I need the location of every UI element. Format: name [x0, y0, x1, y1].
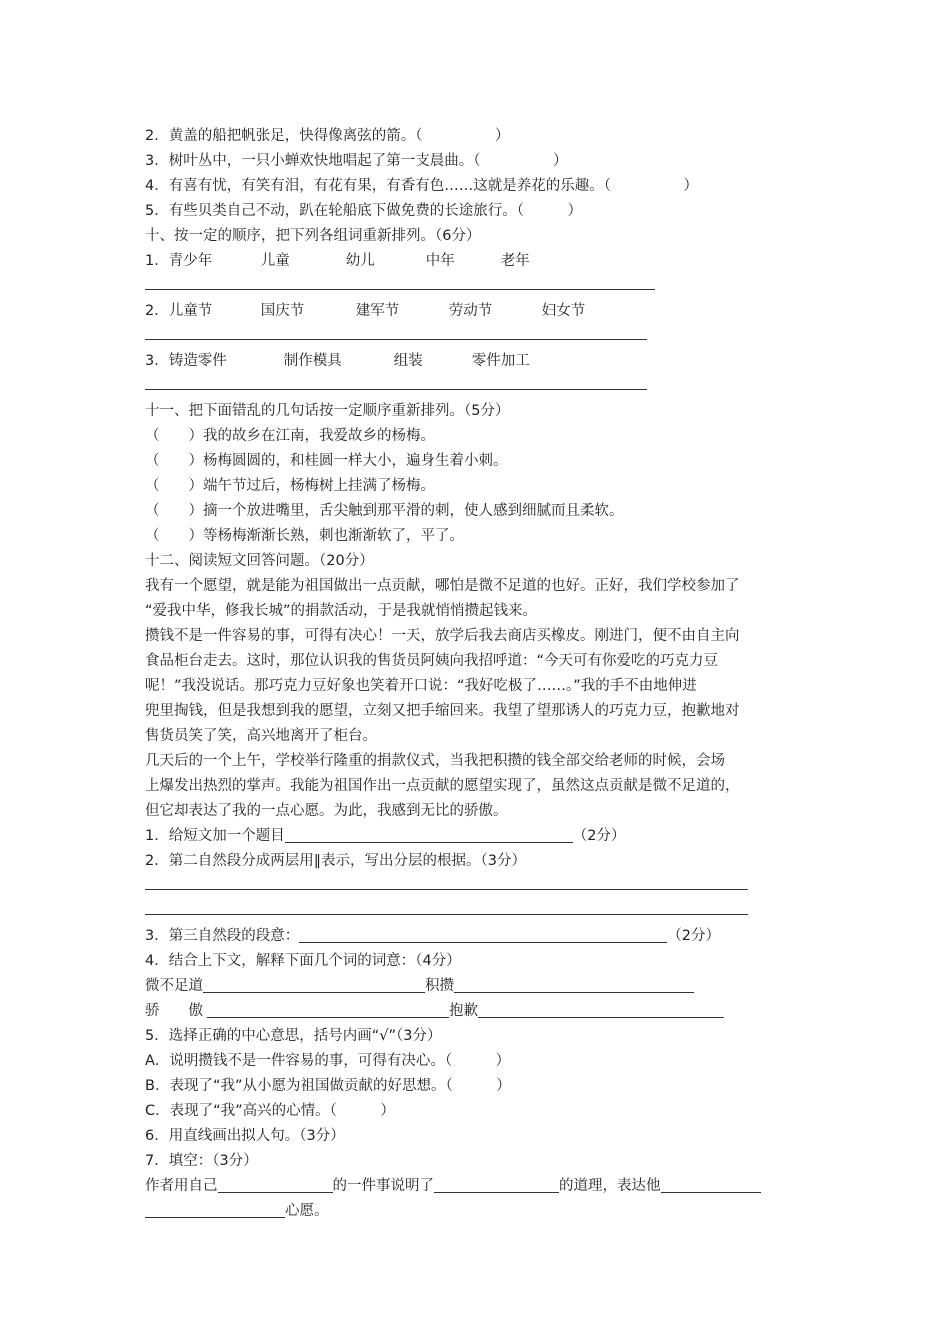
- question-2: 2．第二自然段分成两层用‖表示，写出分层的根据。（3分）: [145, 853, 526, 869]
- answer-blank[interactable]: [145, 874, 825, 899]
- fill-blank[interactable]: [661, 1176, 761, 1193]
- section-10-title: 十、按一定的顺序，把下列各组词重新排列。（6分）: [145, 228, 481, 244]
- order-item: （ ）摘一个放进嘴里，舌尖触到那平滑的刺，使人感到细腻而且柔软。: [145, 503, 624, 519]
- word: 幼儿: [345, 253, 375, 269]
- passage-line: 呢！”我没说话。那巧克力豆好象也笑着开口说：“我好吃极了……。”我的手不由地伸进: [145, 678, 697, 694]
- group-number: 1．: [145, 253, 169, 269]
- question-4: 4．结合上下文，解释下面几个词的词意：（4分）: [145, 953, 461, 969]
- word: 建军节: [355, 303, 400, 319]
- word: 儿童节: [168, 303, 213, 319]
- word: 儿童: [260, 253, 290, 269]
- answer-blank[interactable]: [145, 274, 825, 299]
- question-4-row-1: 微不足道 积攒: [145, 974, 825, 999]
- word: 铸造零件: [168, 353, 227, 369]
- word: 零件加工: [471, 353, 530, 369]
- question-7: 7．填空：（3分）: [145, 1153, 258, 1169]
- question-3: 3．第三自然段的段意： （2分）: [145, 928, 720, 944]
- order-item: （ ）等杨梅渐渐长熟，刺也渐渐软了，平了。: [145, 528, 464, 544]
- order-item: （ ）端午节过后，杨梅树上挂满了杨梅。: [145, 478, 435, 494]
- worksheet-page: [145, 124, 825, 1224]
- fill-blank[interactable]: [218, 1176, 333, 1193]
- answer-blank[interactable]: [145, 324, 825, 349]
- passage-line: 上爆发出热烈的掌声。我能为祖国作出一点贡献的愿望实现了，虽然这点贡献是微不足道的，: [145, 778, 740, 794]
- option-a[interactable]: A．说明攒钱不是一件容易的事，可得有决心。（ ）: [145, 1053, 511, 1069]
- option-b[interactable]: B．表现了“我”从小愿为祖国做贡献的好思想。（ ）: [145, 1078, 511, 1094]
- word: 老年: [500, 253, 530, 269]
- answer-blank[interactable]: [145, 374, 825, 399]
- definition-blank[interactable]: [454, 976, 694, 993]
- passage-line: 攒钱不是一件容易的事，可得有决心！一天，放学后我去商店买橡皮。刚进门，便不由自主向: [145, 628, 740, 644]
- summary-blank[interactable]: [299, 926, 667, 943]
- passage-line: 兜里掏钱，但是我想到我的愿望，立刻又把手缩回来。我望了望那诱人的巧克力豆，抱歉地对: [145, 703, 740, 719]
- group-number: 2．: [145, 303, 169, 319]
- question-5: 5．选择正确的中心意思，括号内画“√”（3分）: [145, 1028, 442, 1044]
- definition-blank[interactable]: [478, 1001, 724, 1018]
- passage-line: 我有一个愿望，就是能为祖国做出一点贡献，哪怕是微不足道的也好。正好，我们学校参加了: [145, 578, 740, 594]
- definition-blank[interactable]: [207, 1001, 449, 1018]
- word: 国庆节: [260, 303, 305, 319]
- word: 制作模具: [283, 353, 342, 369]
- judge-item: 2．黄盖的船把帆张足，快得像离弦的箭。（ ）: [145, 128, 510, 144]
- title-blank[interactable]: [285, 826, 573, 843]
- word: 组装: [393, 353, 423, 369]
- question-6: 6．用直线画出拟人句。（3分）: [145, 1128, 345, 1144]
- option-c[interactable]: C．表现了“我”高兴的心情。（ ）: [145, 1103, 395, 1119]
- fill-blank[interactable]: [145, 1201, 285, 1218]
- section-11-title: 十一、把下面错乱的几句话按一定顺序重新排列。（5分）: [145, 403, 510, 419]
- question-1: 1．给短文加一个题目 （2分）: [145, 828, 626, 844]
- judge-item: 4．有喜有忧，有笑有泪，有花有果，有香有色……这就是养花的乐趣。（ ）: [145, 178, 698, 194]
- passage-line: “爱我中华，修我长城”的捐款活动，于是我就悄悄攒起钱来。: [145, 603, 538, 619]
- word: 中年: [425, 253, 455, 269]
- question-7-fill-cont: 心愿。: [145, 1199, 825, 1224]
- definition-blank[interactable]: [203, 976, 425, 993]
- word: 妇女节: [541, 303, 586, 319]
- order-item: （ ）我的故乡在江南，我爱故乡的杨梅。: [145, 428, 435, 444]
- order-item: （ ）杨梅圆圆的，和桂圆一样大小，遍身生着小刺。: [145, 453, 508, 469]
- judge-item: 5．有些贝类自己不动，趴在轮船底下做免费的长途旅行。（ ）: [145, 203, 582, 219]
- judge-item: 3．树叶丛中，一只小蝉欢快地唱起了第一支晨曲。（ ）: [145, 153, 568, 169]
- fill-blank[interactable]: [434, 1176, 559, 1193]
- answer-blank[interactable]: [145, 899, 825, 924]
- word-group-1: [145, 249, 825, 274]
- passage-line: 食品柜台走去。这时，那位认识我的售货员阿姨向我招呼道：“今天可有你爱吃的巧克力豆: [145, 653, 719, 669]
- passage-line: 售货员笑了笑，高兴地离开了柜台。: [145, 728, 377, 744]
- section-12-title: 十二、阅读短文回答问题。（20分）: [145, 553, 374, 569]
- word-group-2: [145, 299, 825, 324]
- group-number: 3．: [145, 353, 169, 369]
- passage-line: 几天后的一个上午，学校举行隆重的捐款仪式，当我把积攒的钱全部交给老师的时候，会场: [145, 753, 725, 769]
- word-group-3: [145, 349, 825, 374]
- question-4-row-2: 骄 傲 抱歉: [145, 999, 825, 1024]
- word: 青少年: [168, 253, 213, 269]
- passage-line: 但它却表达了我的一点心愿。为此，我感到无比的骄傲。: [145, 803, 508, 819]
- question-7-fill: 作者用自己 的一件事说明了 的道理，表达他: [145, 1174, 825, 1199]
- word: 劳动节: [448, 303, 493, 319]
